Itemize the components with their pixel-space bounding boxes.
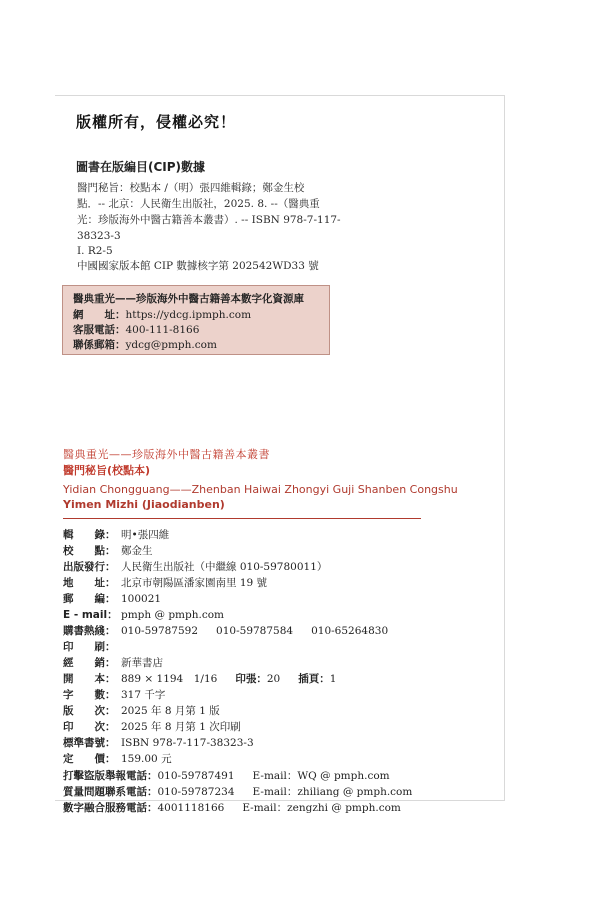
resource-service-line [73,322,199,337]
cip-line: 38323-3 [77,230,121,242]
publisher-email[interactable]: pmph @ pmph.com [121,609,224,621]
cip-line: Ⅰ. R2-5 [77,245,113,257]
digital-resource-box [62,285,330,355]
info-row-price: 定 價： 159.00 元 [63,753,172,765]
resource-box-title: 醫典重光——珍版海外中醫古籍善本數字化資源庫 [73,293,304,305]
info-row-hotline: 購書熱綫： 010-59787592 010-59787584 010-65264830 [63,625,389,637]
info-row-piracy-report: 打擊盜版舉報電話：010-59787491 E-mail：WQ @ pmph.com [63,770,390,782]
info-row-distributor: 經 銷： 新華書店 [63,657,163,669]
book-title-cn: 醫門秘旨(校點本) [63,464,151,477]
info-row-proofreader: 校 點： 鄭金生 [63,545,153,557]
info-row-editor: 輯 錄： 明•張四維 [63,529,170,541]
website-link[interactable]: https://ydcg.ipmph.com [125,309,252,321]
cip-line: 中國國家版本館 CIP 數據核字第 202542WD33 號 [77,260,319,272]
cip-line: 點．-- 北京：人民衛生出版社，2025. 8. --（醫典重 [77,198,320,210]
info-row-publisher: 出版發行： 人民衛生出版社（中繼線 010-59780011） [63,561,328,573]
service-label: 客服電話： [73,324,126,336]
info-row-postcode: 郵 編： 100021 [63,593,162,605]
info-row-format: 開 本： 889 × 1194 1/16 印張：20 插頁：1 [63,673,337,685]
service-phone: 400-111-8166 [125,324,200,336]
resource-email-line [73,337,217,352]
info-row-digital-service: 數字融合服務電話：4001118166 E-mail：zengzhi @ pmph.com [63,802,401,814]
cip-heading: 圖書在版編目(CIP)數據 [76,160,206,174]
info-row-email: E - mail： pmph @ pmph.com [63,609,224,621]
info-row-edition: 版 次： 2025 年 8 月第 1 版 [63,705,220,717]
info-row-word-count: 字 數： 317 千字 [63,689,166,701]
series-title-cn: 醫典重光——珍版海外中醫古籍善本叢書 [63,448,270,461]
cip-line: 醫門秘旨：校點本 /（明）張四維輯錄；鄭金生校 [77,182,305,194]
email-link[interactable]: ydcg@pmph.com [125,339,217,351]
divider-rule [63,518,421,519]
info-row-printer: 印 刷： [63,641,116,653]
info-row-quality-contact: 質量問題聯系電話：010-59787234 E-mail：zhiliang @ pmph.com [63,786,413,798]
resource-website-line [73,307,251,322]
book-title-en: Yimen Mizhi (Jiaodianben) [63,498,225,511]
copyright-notice: 版權所有，侵權必究！ [76,113,237,131]
info-row-impression: 印 次： 2025 年 8 月第 1 次印刷 [63,721,241,733]
email-label: 聯係郵箱： [73,339,126,351]
series-title-en: Yidian Chongguang——Zhenban Haiwai Zhongyi Guji Shanben Congshu [63,483,458,496]
website-label: 網 址： [73,309,126,321]
info-row-address: 地 址： 北京市朝陽區潘家園南里 19 號 [63,577,268,589]
info-row-isbn: 標準書號： ISBN 978-7-117-38323-3 [63,737,254,749]
cip-line: 光：珍版海外中醫古籍善本叢書）. -- ISBN 978-7-117- [77,214,341,226]
